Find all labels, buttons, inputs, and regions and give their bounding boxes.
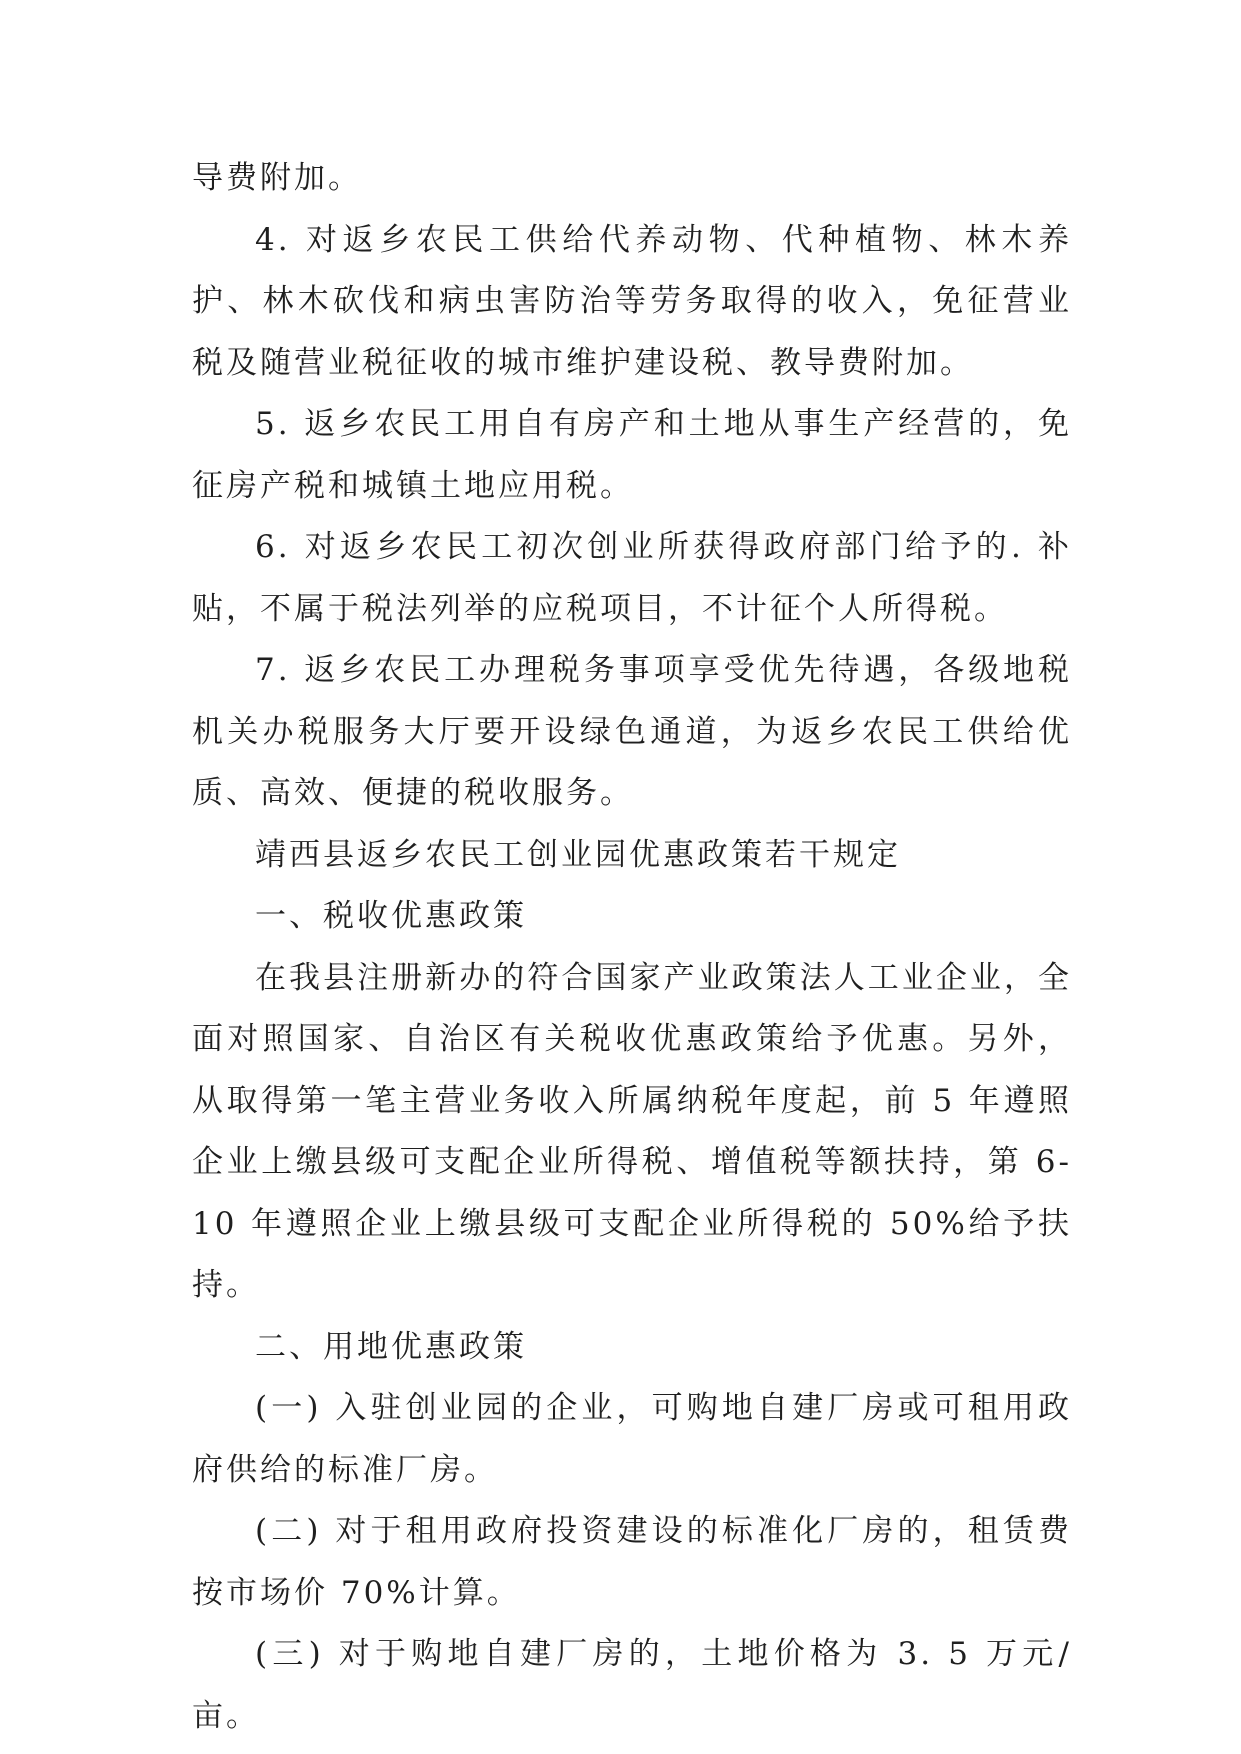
paragraph-land-item-3: (三) 对于购地自建厂房的，土地价格为 3. 5 万元/亩。 <box>192 1636 1072 1734</box>
heading-land-policy: 二、用地优惠政策 <box>255 1328 527 1365</box>
paragraph-land-item-2: (二) 对于租用政府投资建设的标准化厂房的，租赁费按市场价 70%计算。 <box>192 1513 1072 1611</box>
paragraph-item-4: 4. 对返乡农民工供给代养动物、代种植物、林木养护、林木砍伐和病虫害防治等劳务取得的收入，免征营业税及随营业税征收的城市维护建设税、教导费附加。 <box>192 221 1072 381</box>
paragraph-land-item-1: (一) 入驻创业园的企业，可购地自建厂房或可租用政府供给的标准厂房。 <box>192 1390 1072 1488</box>
paragraph-item-5: 5. 返乡农民工用自有房产和土地从事生产经营的，免征房产税和城镇土地应用税。 <box>192 406 1072 504</box>
heading-tax-policy: 一、税收优惠政策 <box>255 898 527 934</box>
section-title: 靖西县返乡农民工创业园优惠政策若干规定 <box>255 836 901 873</box>
paragraph-item-6: 6. 对返乡农民工初次创业所获得政府部门给予的. 补贴，不属于税法列举的应税项目，不计征个人所得税。 <box>192 529 1072 627</box>
document-body <box>192 148 1072 1747</box>
paragraph-tax-policy: 在我县注册新办的符合国家产业政策法人工业企业，全面对照国家、自治区有关税收优惠政策给予优惠。另外，从取得第一笔主营业务收入所属纳税年度起，前 5 年遵照企业上缴县级可支配企业所得税、增值税等额扶持，第 6-10 年遵照企业上缴县级可支配企业所得税的 50%给予扶持。 <box>192 959 1072 1303</box>
paragraph-continuation: 导费附加。 <box>192 160 362 196</box>
paragraph-item-7: 7. 返乡农民工办理税务事项享受优先待遇，各级地税机关办税服务大厅要开设绿色通道，为返乡农民工供给优质、高效、便捷的税收服务。 <box>192 652 1072 811</box>
